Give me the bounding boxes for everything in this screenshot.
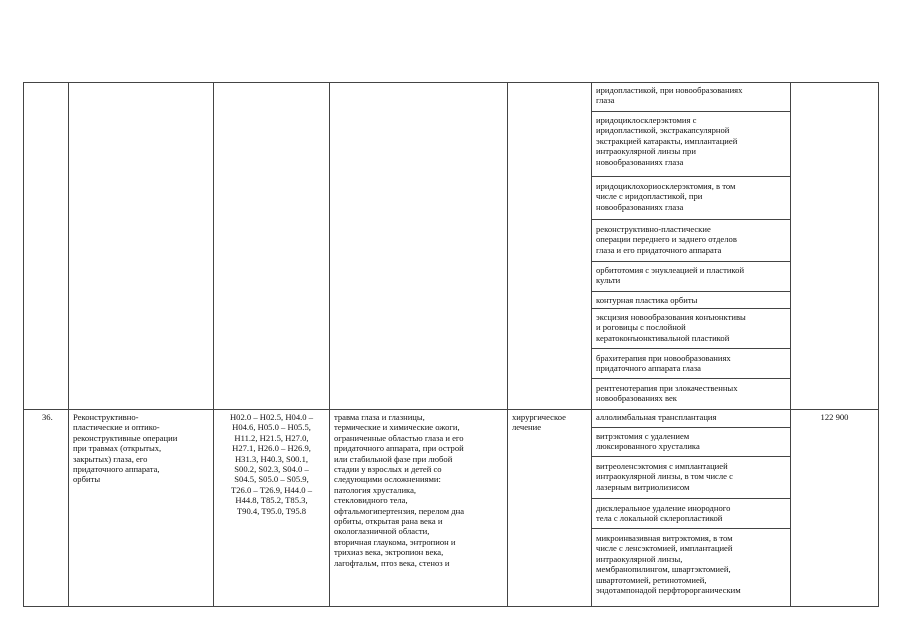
- procedure-item: рентгенотерапия при злокачественных новообразованиях век: [596, 383, 738, 404]
- procedure-item: орбитотомия с энуклеацией и пластикой культи: [596, 265, 745, 286]
- procedure-item: дисклеральное удаление инородного тела с локальной склеропластикой: [596, 503, 731, 524]
- procedure-divider: [591, 291, 791, 292]
- diagnosis-model: травма глаза и глазницы, термические и химические ожоги, ограниченные областью глаза и его придаточного аппарата, при острой или стабильной фазе при любой стадии у взрослых и детей со следующими осложнениями: патология хрусталика, стекловидного тела, офтальмогипертензия, перелом дна орбиты, открытая рана века и окологлазничной области, вторичная глаукома, энтропион и трихиаз века, эктропион века, лагофтальм, птоз века, стеноз и: [334, 412, 465, 568]
- cost-value: 122 900: [820, 412, 849, 422]
- table-border-top: [23, 82, 879, 83]
- procedure-divider: [591, 176, 791, 177]
- procedure-divider: [591, 528, 791, 529]
- procedure-divider: [591, 308, 791, 309]
- procedure-item: брахитерапия при новообразованиях придаточного аппарата глаза: [596, 353, 731, 374]
- procedure-item: реконструктивно-пластические операции переднего и заднего отделов глаза и его придаточного аппарата: [596, 224, 737, 255]
- row-divider: [23, 409, 879, 410]
- procedure-item: витреоленсэктомия с имплантацией интраокулярной линзы, в том числе с лазерным витриолизисом: [596, 461, 733, 492]
- procedure-divider: [591, 427, 791, 428]
- procedure-divider: [591, 261, 791, 262]
- procedure-divider: [591, 498, 791, 499]
- row-number: 36.: [42, 412, 53, 422]
- column-divider: [68, 82, 69, 607]
- procedure-divider: [591, 348, 791, 349]
- column-divider: [878, 82, 879, 607]
- procedure-item: витрэктомия с удалением люксированного хрусталика: [596, 431, 700, 452]
- procedure-item: иридоциклохориосклерэктомия, в том числе с иридопластикой, при новообразованиях глаза: [596, 181, 736, 212]
- procedure-divider: [591, 111, 791, 112]
- procedure-item: контурная пластика орбиты: [596, 295, 698, 305]
- procedure-item: микроинвазивная витрэктомия, в том числе с ленсэктомией, имплантацией интраокулярной линзы, мембранопилингом, швартэктомией, швартотомией, ретинотомией, эндотампонадой перфторорганическим: [596, 533, 741, 596]
- column-divider: [507, 82, 508, 607]
- column-divider: [23, 82, 24, 607]
- procedure-item: иридопластикой, при новообразованиях глаза: [596, 85, 743, 106]
- column-divider: [213, 82, 214, 607]
- care-type-name: Реконструктивно- пластические и оптико- реконструктивные операции при травмах (открытых, закрытых) глаза, его придаточного аппарата, орбиты: [73, 412, 178, 485]
- treatment-type: хирургическое лечение: [512, 412, 566, 433]
- procedure-item: аллолимбальная трансплантация: [596, 412, 717, 422]
- procedure-divider: [591, 219, 791, 220]
- icd-codes: H02.0 – H02.5, H04.0 – H04.6, H05.0 – H05.5, H11.2, H21.5, H27.0, H27.1, H26.0 – H26.9, H31.3, H40.3, S00.1, S00.2, S02.3, S04.0 – S04.5, S05.0 – S05.9, T26.0 – T26.9, H44.0 – H44.8, T85.2, T85.3, T90.4, T95.0, T95.8: [229, 412, 314, 516]
- procedure-item: иридоциклосклерэктомия с иридопластикой, экстракапсулярной экстракцией катаракты, имплантацией интраокулярной линзы при новообразованиях глаза: [596, 115, 738, 167]
- table-border-bottom: [23, 606, 879, 607]
- procedure-divider: [591, 456, 791, 457]
- procedure-divider: [591, 378, 791, 379]
- procedure-item: эксцизия новообразования конъюнктивы и роговицы с послойной кератоконъюнктивальной пластикой: [596, 312, 746, 343]
- column-divider: [329, 82, 330, 607]
